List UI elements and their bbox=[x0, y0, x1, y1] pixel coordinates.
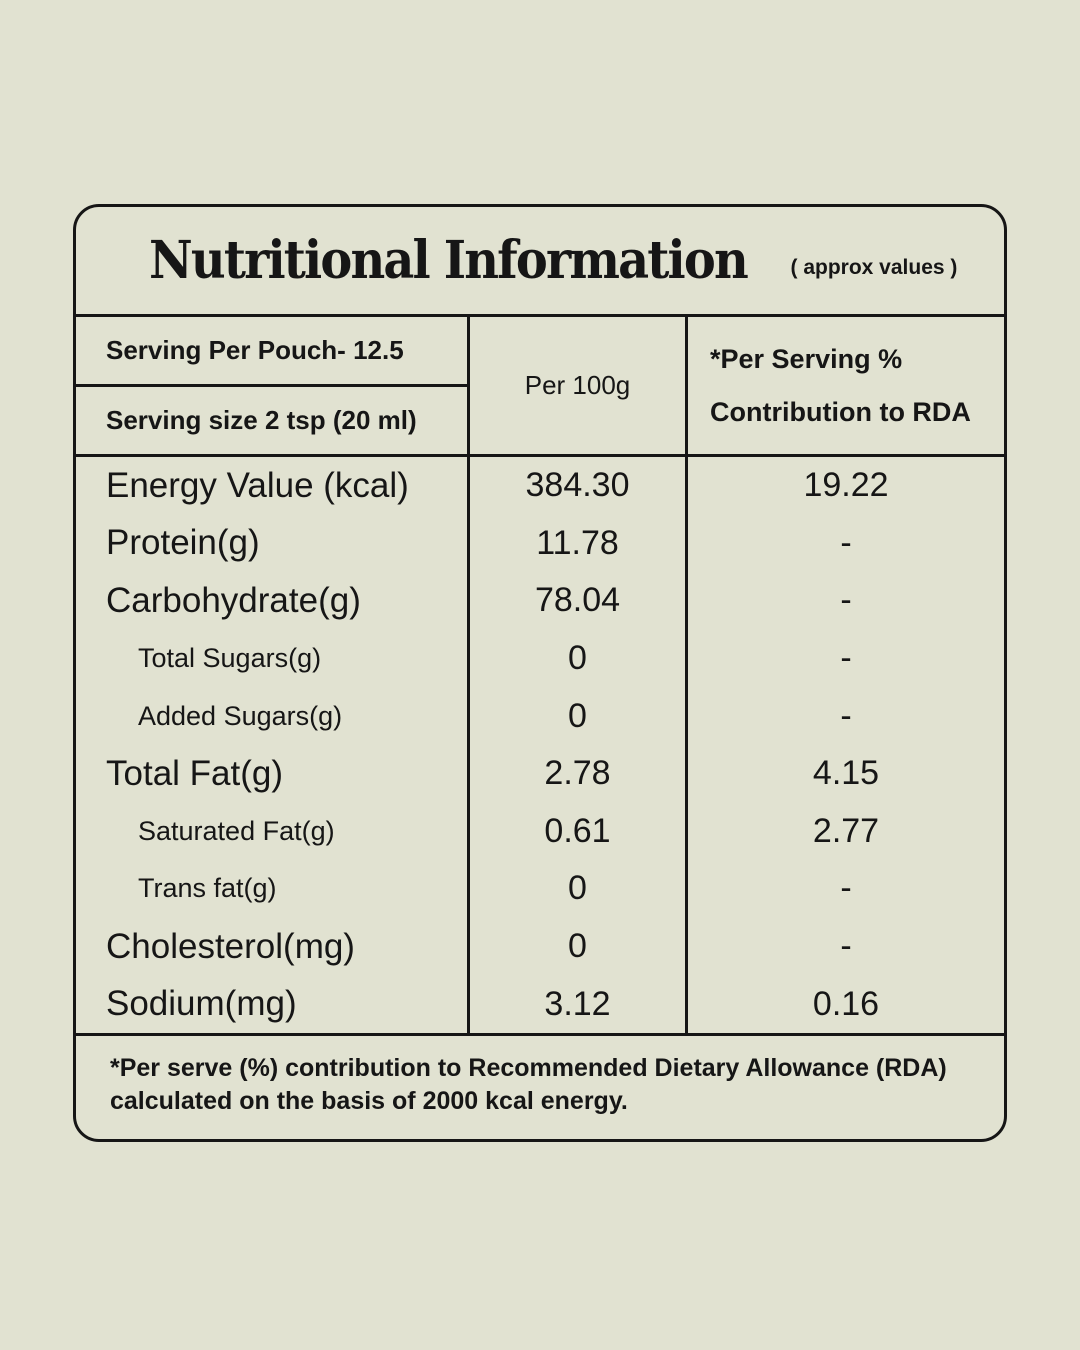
per-100g-value: 0 bbox=[470, 860, 688, 918]
page-title: Nutritional Information bbox=[148, 230, 747, 291]
per-100g-value: 0 bbox=[470, 687, 688, 745]
rda-value: 2.77 bbox=[812, 811, 880, 850]
rda-value: - bbox=[840, 523, 852, 562]
nutrition-label-card bbox=[73, 204, 1007, 1142]
title-row bbox=[76, 207, 1004, 317]
rda-header-line1: *Per Serving % bbox=[710, 343, 903, 374]
nutrient-label: Trans fat(g) bbox=[76, 860, 470, 918]
per-100g-value: 11.78 bbox=[470, 515, 688, 573]
nutrient-label: Cholesterol(mg) bbox=[76, 918, 470, 976]
rda-value: 4.15 bbox=[812, 754, 880, 793]
serving-per-pouch: Serving Per Pouch- 12.5 bbox=[76, 317, 467, 387]
serving-header-column bbox=[76, 317, 470, 454]
nutrient-label: Total Fat(g) bbox=[76, 745, 470, 803]
rda-value: 0.16 bbox=[812, 984, 880, 1023]
per-100g-header: Per 100g bbox=[470, 317, 688, 454]
nutrient-label: Saturated Fat(g) bbox=[76, 803, 470, 861]
nutrient-label: Carbohydrate(g) bbox=[76, 572, 470, 630]
footer bbox=[76, 1036, 1004, 1139]
per-100g-value: 0 bbox=[470, 630, 688, 688]
nutrient-label: Added Sugars(g) bbox=[76, 687, 470, 745]
approx-values-note: ( approx values ) bbox=[790, 255, 958, 279]
nutrient-label: Total Sugars(g) bbox=[76, 630, 470, 688]
per-100g-value: 0.61 bbox=[470, 803, 688, 861]
per-100g-value: 3.12 bbox=[470, 975, 688, 1033]
per-100g-value: 0 bbox=[470, 918, 688, 976]
per-100g-value: 384.30 bbox=[470, 457, 688, 515]
rda-value: - bbox=[840, 696, 852, 735]
rda-value: - bbox=[840, 581, 852, 620]
rda-header-line2: Contribution to RDA bbox=[710, 396, 971, 427]
per-100g-value: 2.78 bbox=[470, 745, 688, 803]
nutrient-label: Protein(g) bbox=[76, 515, 470, 573]
rda-value: - bbox=[840, 927, 852, 966]
rda-header bbox=[688, 317, 1004, 454]
rda-value: - bbox=[840, 639, 852, 678]
table-header bbox=[76, 317, 1004, 457]
table-body bbox=[76, 457, 1004, 1036]
rda-value: 19.22 bbox=[803, 466, 889, 505]
serving-size: Serving size 2 tsp (20 ml) bbox=[106, 405, 417, 435]
nutrient-label: Sodium(mg) bbox=[76, 975, 470, 1033]
rda-footnote: *Per serve (%) contribution to Recommended Dietary Allowance (RDA) calculated on the basis of 2000 kcal energy. bbox=[110, 1053, 947, 1115]
rda-value: - bbox=[840, 869, 852, 908]
per-100g-value: 78.04 bbox=[470, 572, 688, 630]
nutrient-label: Energy Value (kcal) bbox=[76, 457, 470, 515]
